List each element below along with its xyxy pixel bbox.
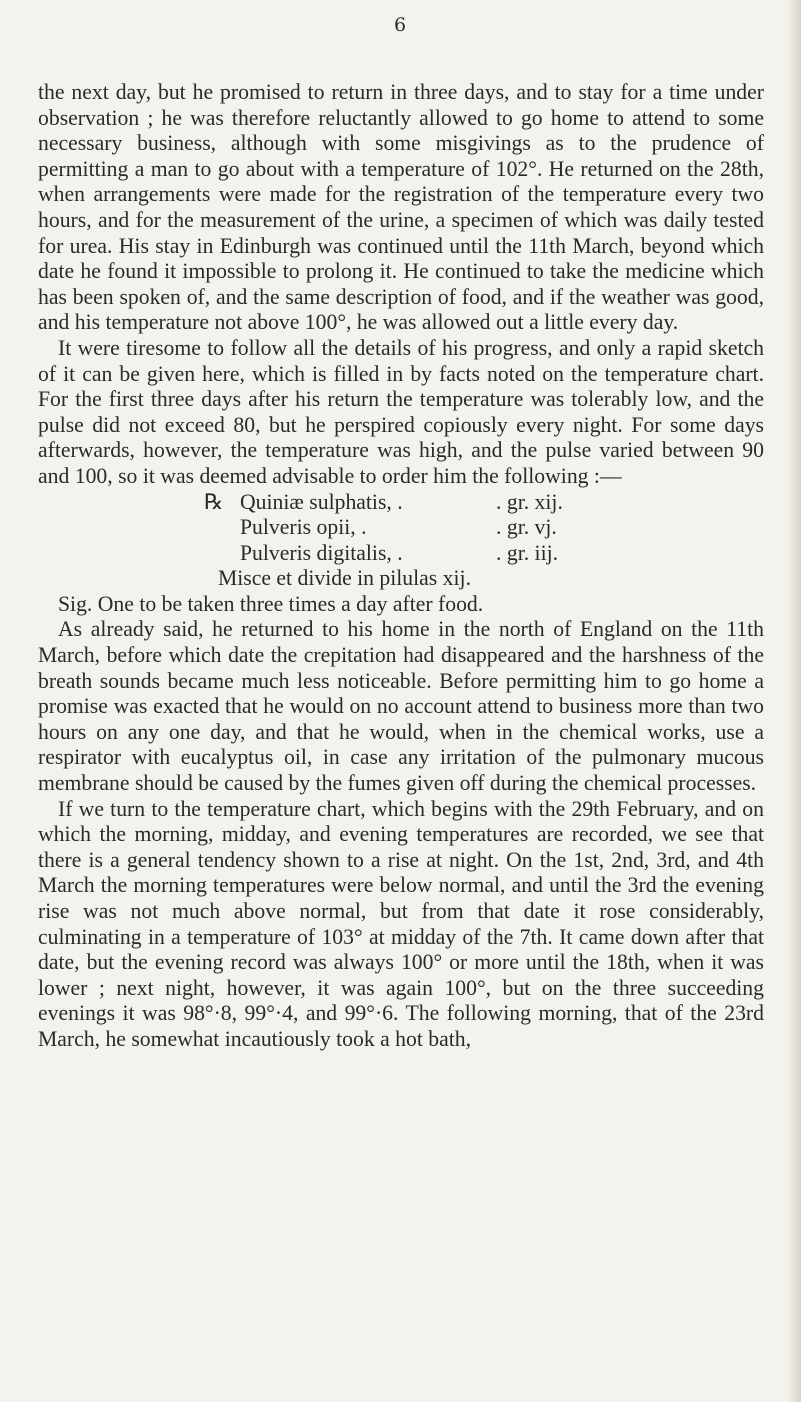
paragraph: As already said, he returned to his home in the north of England on the 11th March, before which date the crepitation had disappeared and the harshness of the breath sounds became much less noticeable. Before permitting him to go home a promise was exacted that he would on no account attend to business more than two hours on any one day, and that he would, when in the chemical works, use a respirator with eucalyptus oil, in case any irritation of the pulmonary mucous membrane should be caused by the fumes given off during the chemical processes. [38, 617, 764, 796]
body-text [38, 80, 764, 1053]
page-edge-shadow [787, 0, 801, 1402]
prescription-drug: Quiniæ sulphatis, . [240, 489, 403, 514]
prescription-drug: Pulveris digitalis, . [240, 540, 403, 565]
paragraph: It were tiresome to follow all the details of his progress, and only a rapid sketch of it can be given here, which is filled in by facts noted on the temperature chart. For the first three days after his return the temperature was tolerably low, and the pulse did not exceed 80, but he perspired copiously every night. For some days afterwards, however, the temperature was high, and the pulse varied between 90 and 100, so it was deemed advisable to order him the following :— [38, 335, 764, 488]
prescription-dose: . gr. xij. [496, 489, 563, 514]
prescription-item [38, 490, 764, 516]
page-number: 6 [393, 14, 408, 36]
paragraph: the next day, but he promised to return in three days, and to stay for a time under observation ; he was therefore reluctantly allowed to go home to attend to some necessary business, although with some misgivings as to the prudence of permitting a man to go about with a temperature of 102°. He returned on the 28th, when arrangements were made for the registration of the temperature every two hours, and for the measurement of the urine, a specimen of which was daily tested for urea. His stay in Edinburgh was continued until the 11th March, beyond which date he found it impossible to prolong it. He continued to take the medicine which has been spoken of, and the same description of food, and if the weather was good, and his temperature not above 100°, he was allowed out a little every day. [38, 80, 764, 335]
prescription-instruction: Misce et divide in pilulas xij. [218, 566, 471, 591]
paragraph: If we turn to the temperature chart, which begins with the 29th February, and on which the morning, midday, and evening temperatures are recorded, we see that there is a general tendency shown to a rise at night. On the 1st, 2nd, 3rd, and 4th March the morning temperatures were below normal, and until the 3rd the evening rise was not much above normal, but from that date it rose considerably, culminating in a temperature of 103° at midday of the 7th. It came down after that date, but the evening record was always 100° or more until the 18th, when it was lower ; next night, however, it was again 100°, but on the three succeeding evenings it was 98°·8, 99°·4, and 99°·6. The following morning, that of the 23rd March, he somewhat incautiously took a hot bath, [38, 796, 764, 1051]
prescription-drug: Pulveris opii, . [240, 515, 367, 540]
recipe-symbol: ℞ [204, 489, 224, 514]
prescription [38, 490, 764, 592]
prescription-signa: Sig. One to be taken three times a day after food. [58, 591, 484, 616]
prescription-item [38, 515, 764, 541]
prescription-dose: . gr. iij. [496, 540, 559, 565]
prescription-instruction-row [38, 566, 764, 592]
prescription-dose: . gr. vj. [496, 515, 557, 540]
prescription-item [38, 541, 764, 567]
